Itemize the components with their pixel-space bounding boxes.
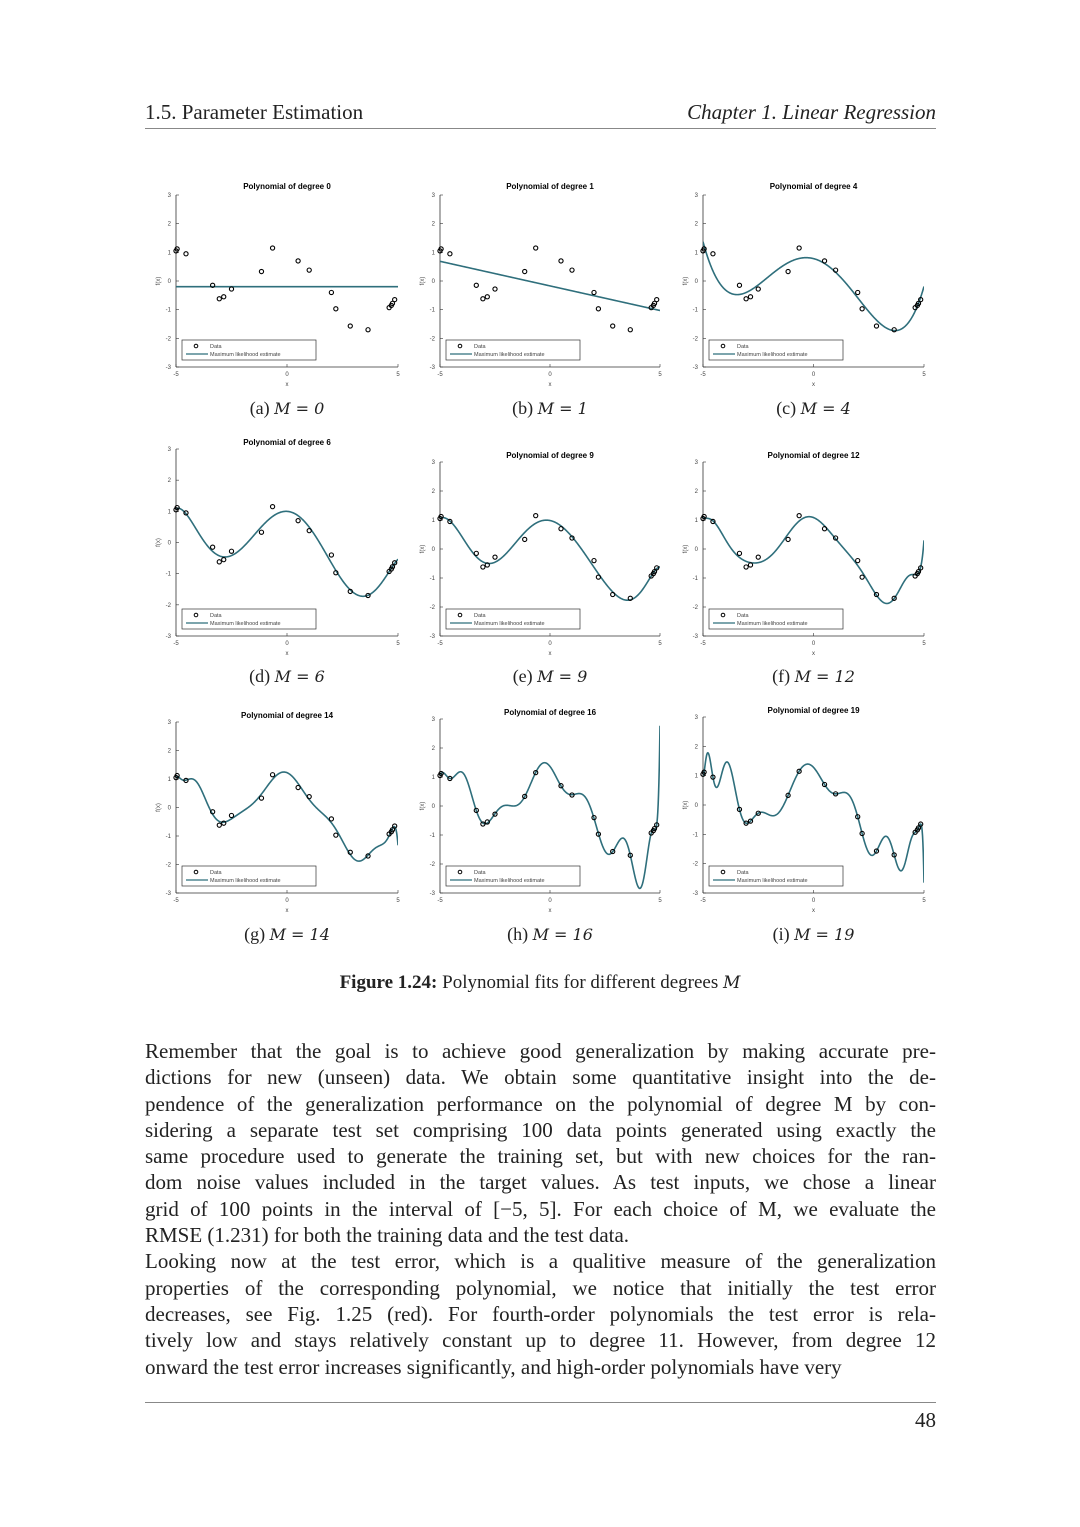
data-point bbox=[744, 565, 748, 569]
legend-data-label: Data bbox=[210, 613, 222, 619]
x-tick-label: -5 bbox=[437, 372, 443, 378]
data-point bbox=[448, 252, 452, 256]
y-tick-label: -3 bbox=[692, 891, 698, 897]
subcaption-label: (e) bbox=[512, 666, 538, 686]
subcaption-label: (i) bbox=[772, 924, 795, 944]
y-tick-label: 0 bbox=[167, 540, 171, 547]
data-point bbox=[348, 324, 352, 328]
y-tick-label: 2 bbox=[431, 746, 435, 752]
page-number: 48 bbox=[915, 1408, 936, 1432]
data-point bbox=[737, 551, 741, 555]
data-point bbox=[874, 324, 878, 328]
fit-curve bbox=[703, 753, 924, 883]
data-point bbox=[523, 269, 527, 273]
y-tick-label: -3 bbox=[429, 365, 435, 371]
y-axis-label: f(x) bbox=[420, 544, 426, 554]
x-tick-label: -5 bbox=[173, 372, 179, 378]
text-line: Remember that the goal is to achieve good generalization by making accurate pre- bbox=[145, 1039, 936, 1063]
y-tick-label: -3 bbox=[692, 634, 698, 640]
subcaption-label: (g) bbox=[244, 924, 270, 944]
data-point bbox=[711, 252, 715, 256]
figure-caption-text: Polynomial fits for different degrees bbox=[437, 972, 724, 993]
data-point bbox=[270, 246, 274, 250]
y-tick-label: 2 bbox=[167, 748, 171, 755]
subplot-degree-19 bbox=[668, 698, 949, 934]
y-tick-label: 2 bbox=[694, 489, 698, 495]
x-tick-label: -5 bbox=[437, 898, 443, 904]
subcaption-e bbox=[450, 666, 650, 687]
legend-fit-label: Maximum likelihood estimate bbox=[474, 621, 545, 627]
y-tick-label: 1 bbox=[167, 509, 171, 516]
y-tick-label: -1 bbox=[429, 307, 435, 314]
subcaption-math: M = 12 bbox=[794, 667, 855, 686]
subcaption-math: M = 4 bbox=[800, 399, 851, 418]
data-point bbox=[217, 297, 221, 301]
y-tick-label: -2 bbox=[165, 862, 171, 869]
legend-data-label: Data bbox=[737, 870, 749, 876]
data-point bbox=[334, 307, 338, 311]
text-line: tively low and stays relatively constant up to degree 11. However, from degree 12 bbox=[145, 1328, 936, 1353]
data-point bbox=[296, 519, 300, 523]
x-tick-label: 5 bbox=[396, 641, 400, 647]
legend-fit-label: Maximum likelihood estimate bbox=[737, 621, 808, 627]
data-point bbox=[217, 560, 221, 564]
y-tick-label: 0 bbox=[694, 547, 698, 553]
data-point bbox=[797, 514, 801, 518]
text-line: same procedure used to generate the training set, but with new choices for the ran- bbox=[145, 1144, 936, 1169]
subcaption-math: M = 14 bbox=[269, 925, 330, 944]
data-point bbox=[229, 813, 233, 817]
data-point bbox=[222, 558, 226, 562]
y-tick-label: -2 bbox=[429, 336, 435, 343]
data-point bbox=[797, 246, 801, 250]
x-axis-label: x bbox=[285, 651, 289, 657]
data-point bbox=[270, 505, 274, 509]
running-header-section: 1.5. Parameter Estimation bbox=[145, 100, 364, 124]
subplot-title: Polynomial of degree 9 bbox=[506, 451, 594, 460]
data-point bbox=[592, 559, 596, 563]
y-axis-label: f(x) bbox=[683, 800, 689, 810]
subplot-title: Polynomial of degree 14 bbox=[240, 711, 334, 720]
data-point bbox=[259, 530, 263, 534]
subcaption-math: M = 9 bbox=[537, 667, 588, 686]
y-tick-label: -2 bbox=[429, 862, 435, 868]
data-point bbox=[334, 833, 338, 837]
text-line: decreases, see Fig. 1.25 (red). For fourth-order polynomials the test error is rela- bbox=[145, 1301, 936, 1326]
x-tick-label: 5 bbox=[658, 641, 662, 647]
subplot-degree-1 bbox=[405, 174, 685, 406]
x-tick-label: 0 bbox=[548, 641, 552, 647]
subcaption-math: M = 6 bbox=[274, 667, 325, 686]
subcaption-c bbox=[714, 398, 914, 419]
y-tick-label: 3 bbox=[694, 715, 698, 721]
legend bbox=[182, 609, 316, 629]
y-tick-label: 2 bbox=[167, 221, 171, 228]
data-point bbox=[474, 283, 478, 287]
legend-fit-label: Maximum likelihood estimate bbox=[474, 878, 545, 884]
x-axis-label: x bbox=[548, 651, 552, 657]
data-point bbox=[744, 297, 748, 301]
y-axis-label: f(x) bbox=[156, 538, 162, 547]
y-tick-label: 2 bbox=[167, 478, 171, 485]
data-point bbox=[229, 549, 233, 553]
data-point bbox=[493, 555, 497, 559]
text-line: sidering a separate test set comprising 100 data points generated using exactly the bbox=[145, 1117, 936, 1142]
data-point bbox=[217, 823, 221, 827]
y-tick-label: 3 bbox=[167, 447, 171, 453]
x-tick-label: 0 bbox=[285, 641, 289, 647]
x-axis-label: x bbox=[285, 382, 289, 388]
x-tick-label: 0 bbox=[285, 372, 289, 378]
y-tick-label: -1 bbox=[429, 576, 435, 582]
y-tick-label: 0 bbox=[431, 547, 435, 553]
figure-caption-math: M bbox=[723, 973, 741, 993]
legend-data-label: Data bbox=[474, 870, 486, 876]
fit-curve bbox=[440, 726, 660, 889]
x-tick-label: -5 bbox=[700, 372, 706, 378]
data-point bbox=[259, 796, 263, 800]
x-tick-label: -5 bbox=[437, 641, 443, 647]
y-tick-label: -1 bbox=[692, 307, 698, 314]
x-tick-label: 5 bbox=[922, 372, 926, 378]
y-tick-label: 3 bbox=[431, 193, 435, 199]
body-text bbox=[145, 1038, 936, 1380]
fit-curve bbox=[176, 508, 398, 596]
y-tick-label: -2 bbox=[692, 605, 698, 611]
data-point bbox=[628, 328, 632, 332]
data-point bbox=[856, 290, 860, 294]
subcaption-math: M = 19 bbox=[794, 925, 855, 944]
running-header-chapter: Chapter 1. Linear Regression bbox=[687, 100, 936, 124]
subcaption-b bbox=[450, 398, 650, 419]
subcaption-label: (b) bbox=[512, 398, 538, 418]
x-tick-label: -5 bbox=[173, 898, 179, 904]
y-tick-label: -1 bbox=[165, 307, 171, 314]
subcaption-i bbox=[714, 924, 914, 945]
y-tick-label: -1 bbox=[429, 833, 435, 839]
y-tick-label: 1 bbox=[167, 250, 171, 257]
subplot-title: Polynomial of degree 19 bbox=[767, 706, 860, 715]
y-tick-label: -2 bbox=[165, 336, 171, 343]
subplot-degree-16 bbox=[405, 700, 685, 934]
y-tick-label: 2 bbox=[431, 221, 435, 228]
data-point bbox=[822, 259, 826, 263]
subplot-title: Polynomial of degree 4 bbox=[769, 182, 858, 191]
subplot-title: Polynomial of degree 1 bbox=[506, 182, 594, 191]
legend bbox=[446, 340, 580, 360]
x-axis-label: x bbox=[812, 651, 815, 657]
text-line: Looking now at the test error, which is a qualitive measure of the generalization bbox=[145, 1249, 936, 1274]
data-point bbox=[748, 295, 752, 299]
legend-fit-label: Maximum likelihood estimate bbox=[210, 621, 281, 627]
legend-data-label: Data bbox=[210, 344, 222, 350]
data-point bbox=[596, 307, 600, 311]
subcaption-label: (h) bbox=[507, 924, 533, 944]
y-axis-label: f(x) bbox=[420, 801, 426, 811]
data-point bbox=[229, 287, 233, 291]
text-line: pendence of the generalization performance on the polynomial of degree M by con- bbox=[145, 1091, 936, 1116]
x-tick-label: 5 bbox=[922, 641, 926, 647]
data-point bbox=[493, 287, 497, 291]
data-point bbox=[485, 295, 489, 299]
legend-data-label: Data bbox=[474, 344, 486, 350]
y-tick-label: -3 bbox=[692, 365, 698, 371]
data-point bbox=[474, 551, 478, 555]
subplot-title: Polynomial of degree 12 bbox=[767, 451, 860, 460]
data-point bbox=[329, 553, 333, 557]
data-point bbox=[860, 307, 864, 311]
subcaption-h bbox=[450, 924, 650, 945]
fit-curve bbox=[440, 261, 660, 310]
y-tick-label: 0 bbox=[431, 804, 435, 810]
data-point bbox=[307, 268, 311, 272]
subcaption-label: (c) bbox=[776, 398, 801, 418]
legend-data-label: Data bbox=[210, 870, 222, 876]
x-tick-label: 5 bbox=[658, 898, 662, 904]
y-tick-label: 0 bbox=[694, 279, 698, 285]
x-tick-label: 0 bbox=[811, 641, 816, 647]
data-point bbox=[296, 259, 300, 263]
x-axis-label: x bbox=[548, 382, 552, 388]
y-tick-label: 1 bbox=[694, 250, 698, 257]
x-tick-label: 0 bbox=[548, 372, 552, 378]
subcaption-label: (f) bbox=[772, 666, 795, 686]
legend-data-label: Data bbox=[737, 344, 749, 350]
data-point bbox=[184, 252, 188, 256]
data-point bbox=[592, 290, 596, 294]
data-point bbox=[211, 545, 215, 549]
y-tick-label: 0 bbox=[167, 279, 171, 285]
subcaption-d bbox=[187, 666, 387, 687]
legend bbox=[182, 866, 316, 886]
y-axis-label: f(x) bbox=[683, 544, 689, 554]
x-tick-label: 0 bbox=[548, 898, 552, 904]
fit-curve bbox=[703, 242, 924, 331]
subcaption-a bbox=[187, 398, 387, 419]
y-tick-label: -3 bbox=[165, 891, 171, 897]
legend bbox=[446, 609, 580, 629]
subplot-degree-12 bbox=[668, 443, 949, 677]
y-tick-label: 3 bbox=[167, 193, 171, 199]
data-point bbox=[559, 259, 563, 263]
y-tick-label: -2 bbox=[692, 861, 698, 868]
y-tick-label: 3 bbox=[694, 193, 698, 199]
legend bbox=[709, 340, 843, 360]
fit-curve bbox=[440, 518, 660, 601]
data-point bbox=[534, 246, 538, 250]
x-axis-label: x bbox=[812, 908, 815, 914]
y-tick-label: 3 bbox=[431, 460, 435, 466]
legend-fit-label: Maximum likelihood estimate bbox=[737, 352, 808, 358]
y-tick-label: 2 bbox=[694, 221, 698, 228]
data-point bbox=[737, 283, 741, 287]
data-point bbox=[756, 287, 760, 291]
subcaption-label: (a) bbox=[249, 398, 275, 418]
y-tick-label: 1 bbox=[694, 773, 698, 780]
y-axis-label: f(x) bbox=[420, 276, 426, 286]
figure-label: Figure 1.24: bbox=[339, 972, 438, 993]
figure-caption bbox=[0, 972, 1080, 994]
subplot-degree-9 bbox=[405, 443, 685, 677]
legend-fit-label: Maximum likelihood estimate bbox=[474, 352, 545, 358]
x-axis-label: x bbox=[812, 382, 815, 388]
text-line: RMSE (1.231) for both the training data and the test data. bbox=[145, 1223, 630, 1248]
y-axis-label: f(x) bbox=[683, 276, 689, 286]
y-tick-label: -1 bbox=[165, 571, 171, 578]
text-line: properties of the corresponding polynomial, we notice that initially the test error bbox=[145, 1275, 936, 1300]
subcaption-label: (d) bbox=[249, 666, 275, 686]
y-tick-label: -3 bbox=[429, 634, 435, 640]
legend-fit-label: Maximum likelihood estimate bbox=[210, 352, 281, 358]
subcaption-math: M = 0 bbox=[274, 399, 325, 418]
subplot-degree-6 bbox=[141, 430, 423, 677]
legend bbox=[182, 340, 316, 360]
data-point bbox=[393, 298, 397, 302]
y-tick-label: 0 bbox=[694, 803, 698, 809]
x-tick-label: 5 bbox=[658, 372, 662, 378]
y-tick-label: 1 bbox=[431, 518, 435, 524]
y-tick-label: 2 bbox=[431, 489, 435, 495]
legend-fit-label: Maximum likelihood estimate bbox=[737, 878, 808, 884]
x-axis-label: x bbox=[285, 908, 289, 914]
y-tick-label: -3 bbox=[165, 634, 171, 640]
subplot-degree-4 bbox=[668, 174, 949, 406]
data-point bbox=[748, 563, 752, 567]
y-tick-label: -2 bbox=[692, 336, 698, 343]
subplot-degree-14 bbox=[141, 703, 423, 934]
y-tick-label: 2 bbox=[694, 744, 698, 751]
x-tick-label: 5 bbox=[396, 372, 400, 378]
subplot-title: Polynomial of degree 0 bbox=[243, 182, 331, 191]
y-tick-label: -2 bbox=[429, 605, 435, 611]
y-tick-label: -1 bbox=[692, 576, 698, 582]
footer-rule bbox=[145, 1402, 936, 1403]
y-tick-label: 0 bbox=[167, 805, 171, 812]
y-tick-label: -3 bbox=[165, 365, 171, 371]
text-line: dom noise values included in the target values. As test inputs, we chose a linear bbox=[145, 1170, 936, 1195]
y-tick-label: -2 bbox=[165, 602, 171, 609]
data-point bbox=[611, 324, 615, 328]
x-tick-label: 0 bbox=[811, 898, 816, 904]
y-tick-label: -3 bbox=[429, 891, 435, 897]
x-tick-label: 5 bbox=[922, 898, 926, 904]
legend-data-label: Data bbox=[474, 613, 486, 619]
subplot-degree-0 bbox=[141, 174, 423, 406]
y-tick-label: 3 bbox=[431, 717, 435, 723]
data-point bbox=[366, 328, 370, 332]
fit-curve bbox=[176, 772, 398, 861]
y-tick-label: 0 bbox=[431, 279, 435, 285]
data-point bbox=[559, 527, 563, 531]
x-tick-label: 5 bbox=[396, 898, 400, 904]
data-point bbox=[756, 555, 760, 559]
data-point bbox=[329, 290, 333, 294]
data-point bbox=[296, 785, 300, 789]
legend bbox=[709, 609, 843, 629]
subcaption-f bbox=[714, 666, 914, 687]
text-line: grid of 100 points in the interval of [−5, 5]. For each choice of M, we evaluate the bbox=[145, 1196, 936, 1221]
subplot-title: Polynomial of degree 6 bbox=[243, 438, 331, 447]
subcaption-g bbox=[187, 924, 387, 945]
data-point bbox=[611, 592, 615, 596]
header-rule bbox=[145, 128, 936, 129]
y-tick-label: -1 bbox=[692, 832, 698, 839]
x-axis-label: x bbox=[548, 908, 552, 914]
x-tick-label: 0 bbox=[811, 372, 816, 378]
y-axis-label: f(x) bbox=[156, 276, 162, 286]
data-point bbox=[259, 269, 263, 273]
data-point bbox=[786, 537, 790, 541]
y-tick-label: 1 bbox=[167, 777, 171, 783]
data-point bbox=[860, 575, 864, 579]
y-tick-label: 1 bbox=[694, 518, 698, 524]
y-tick-label: -1 bbox=[165, 834, 171, 840]
data-point bbox=[270, 773, 274, 777]
data-point bbox=[570, 268, 574, 272]
subcaption-math: M = 16 bbox=[532, 925, 593, 944]
data-point bbox=[856, 559, 860, 563]
data-point bbox=[481, 297, 485, 301]
data-point bbox=[222, 295, 226, 299]
data-point bbox=[534, 514, 538, 518]
data-point bbox=[329, 817, 333, 821]
subcaption-math: M = 1 bbox=[537, 399, 588, 418]
y-tick-label: 3 bbox=[167, 720, 171, 726]
legend-data-label: Data bbox=[737, 613, 749, 619]
y-tick-label: 1 bbox=[431, 775, 435, 781]
fit-curve bbox=[703, 517, 924, 604]
x-tick-label: 0 bbox=[285, 898, 289, 904]
legend bbox=[709, 866, 843, 886]
x-tick-label: -5 bbox=[700, 641, 706, 647]
legend-fit-label: Maximum likelihood estimate bbox=[210, 878, 281, 884]
legend bbox=[446, 866, 580, 886]
data-point bbox=[481, 565, 485, 569]
y-tick-label: 1 bbox=[431, 250, 435, 257]
text-line: onward the test error increases significantly, and high-order polynomials have very bbox=[145, 1354, 842, 1379]
text-line: dictions for new (unseen) data. We obtain some quantitative insight into the de- bbox=[145, 1065, 936, 1090]
x-tick-label: -5 bbox=[700, 898, 706, 904]
data-point bbox=[307, 529, 311, 533]
x-tick-label: -5 bbox=[173, 641, 179, 647]
y-tick-label: 3 bbox=[694, 460, 698, 466]
y-axis-label: f(x) bbox=[156, 803, 162, 812]
data-point bbox=[655, 298, 659, 302]
data-point bbox=[523, 537, 527, 541]
data-point bbox=[786, 269, 790, 273]
subplot-title: Polynomial of degree 16 bbox=[503, 708, 597, 717]
